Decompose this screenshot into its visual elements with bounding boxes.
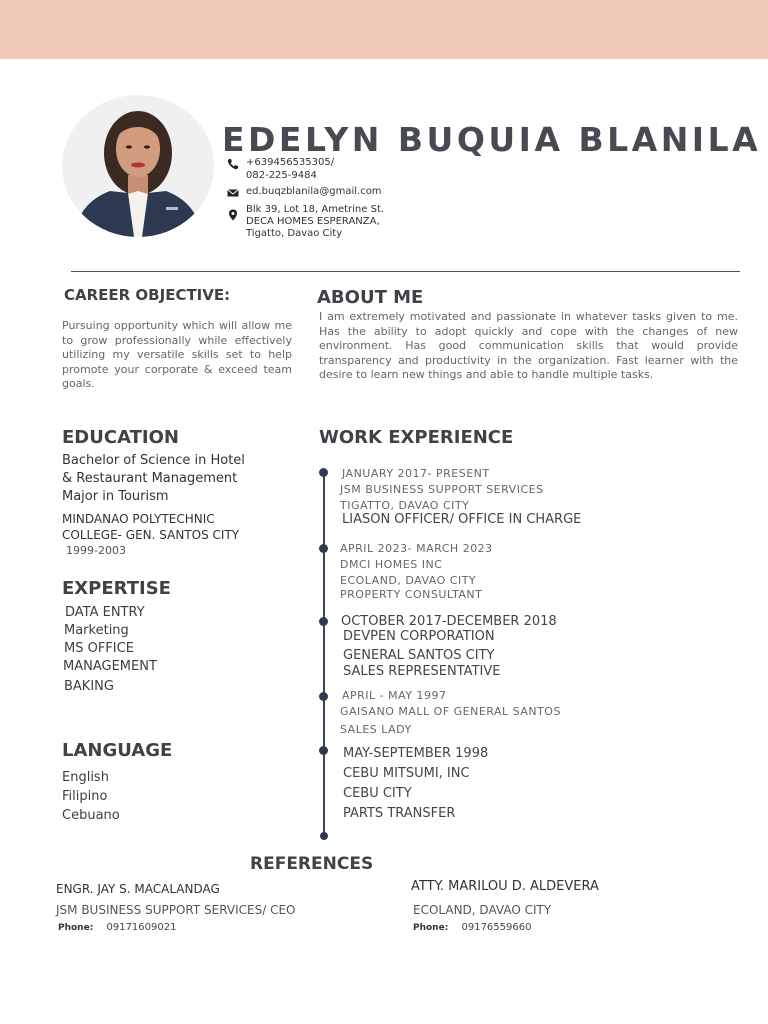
language-heading: LANGUAGE [62, 740, 173, 761]
references-heading: REFERENCES [250, 854, 374, 874]
education-heading: EDUCATION [62, 427, 179, 448]
job-role: SALES REPRESENTATIVE [343, 664, 501, 679]
career-objective-text: Pursuing opportunity which will allow me to grow professionally while effectively utilizing my versatile skills set to help promote your corporate & exceed team goals. [62, 319, 292, 390]
about-me-text: I am extremely motivated and passionate in whatever tasks given to me. Has the ability to adopt quickly and cope with the changes of new environment. Has good communication skills that would provide transparency and productivity in the organization. Fast learner with the desire to learn new things and able to handle multiple tasks. [319, 310, 738, 381]
top-color-band [0, 0, 768, 59]
reference-org: ECOLAND, DAVAO CITY [413, 903, 552, 917]
phone-label: Phone: [58, 923, 94, 933]
job-date: JANUARY 2017- PRESENT [342, 467, 490, 480]
applicant-name: EDELYN BUQUIA BLANILA [222, 120, 762, 159]
timeline-line [323, 472, 325, 837]
reference-phone: 09171609021 [106, 922, 177, 933]
work-experience-heading: WORK EXPERIENCE [319, 427, 514, 448]
reference-phone-row [413, 922, 531, 933]
phone-label: Phone: [413, 923, 449, 933]
job-company: DMCI HOMES INC [340, 558, 443, 571]
phone-icon [227, 158, 239, 170]
about-me-heading: ABOUT ME [317, 287, 424, 308]
school-years: 1999-2003 [66, 544, 126, 557]
header-divider [71, 271, 740, 272]
job-date: APRIL - MAY 1997 [342, 689, 447, 702]
reference-phone-row [58, 922, 176, 933]
job-company: JSM BUSINESS SUPPORT SERVICES [340, 483, 544, 496]
expertise-item: DATA ENTRY [65, 605, 145, 620]
timeline-dot [319, 468, 328, 477]
location-pin-icon [227, 209, 239, 221]
job-location: ECOLAND, DAVAO CITY [340, 574, 477, 587]
expertise-item: MANAGEMENT [63, 659, 157, 674]
reference-org: JSM BUSINESS SUPPORT SERVICES/ CEO [56, 903, 296, 917]
phone-line-1: +639456535305/ [246, 157, 335, 168]
job-role: PROPERTY CONSULTANT [340, 588, 483, 601]
timeline-dot [319, 544, 328, 553]
school-line-2: COLLEGE- GEN. SANTOS CITY [62, 528, 240, 542]
job-date: APRIL 2023- MARCH 2023 [340, 542, 493, 555]
reference-phone: 09176559660 [461, 922, 532, 933]
mail-icon [227, 187, 239, 199]
job-location: CEBU CITY [343, 786, 412, 801]
timeline-dot [319, 746, 328, 755]
job-company: CEBU MITSUMI, INC [343, 766, 470, 781]
school-line-1: MINDANAO POLYTECHNIC [62, 512, 215, 526]
profile-photo [62, 95, 214, 237]
reference-name: ENGR. JAY S. MACALANDAG [56, 882, 220, 896]
job-company: GAISANO MALL OF GENERAL SANTOS [340, 705, 561, 718]
reference-name: ATTY. MARILOU D. ALDEVERA [411, 879, 599, 894]
timeline-dot [319, 617, 328, 626]
language-item: Filipino [62, 789, 108, 804]
expertise-heading: EXPERTISE [62, 578, 171, 599]
language-item: Cebuano [62, 808, 120, 823]
address-line-2: DECA HOMES ESPERANZA, [246, 216, 380, 227]
expertise-item: BAKING [64, 679, 114, 694]
phone-line-2: 082-225-9484 [246, 170, 317, 181]
expertise-item: Marketing [64, 623, 129, 638]
timeline-dot [319, 692, 328, 701]
job-date: OCTOBER 2017-DECEMBER 2018 [341, 614, 557, 629]
address-line-3: Tigatto, Davao City [246, 228, 343, 239]
job-date: MAY-SEPTEMBER 1998 [343, 746, 489, 761]
career-objective-heading: CAREER OBJECTIVE: [64, 286, 231, 304]
expertise-item: MS OFFICE [64, 641, 134, 656]
job-role: PARTS TRANSFER [343, 806, 456, 821]
job-company: DEVPEN CORPORATION [343, 629, 495, 644]
address-line-1: Blk 39, Lot 18, Ametrine St. [246, 204, 385, 215]
job-role: SALES LADY [340, 723, 412, 736]
degree-line-3: Major in Tourism [62, 489, 169, 504]
timeline-end-dot [320, 832, 328, 840]
job-location: TIGATTO, DAVAO CITY [340, 499, 470, 512]
degree-line-2: & Restaurant Management [62, 471, 238, 486]
language-item: English [62, 770, 109, 785]
job-role: LIASON OFFICER/ OFFICE IN CHARGE [342, 512, 582, 527]
job-location: GENERAL SANTOS CITY [343, 648, 495, 663]
degree-line-1: Bachelor of Science in Hotel [62, 453, 245, 468]
email-text: ed.buqzblanila@gmail.com [246, 186, 382, 197]
